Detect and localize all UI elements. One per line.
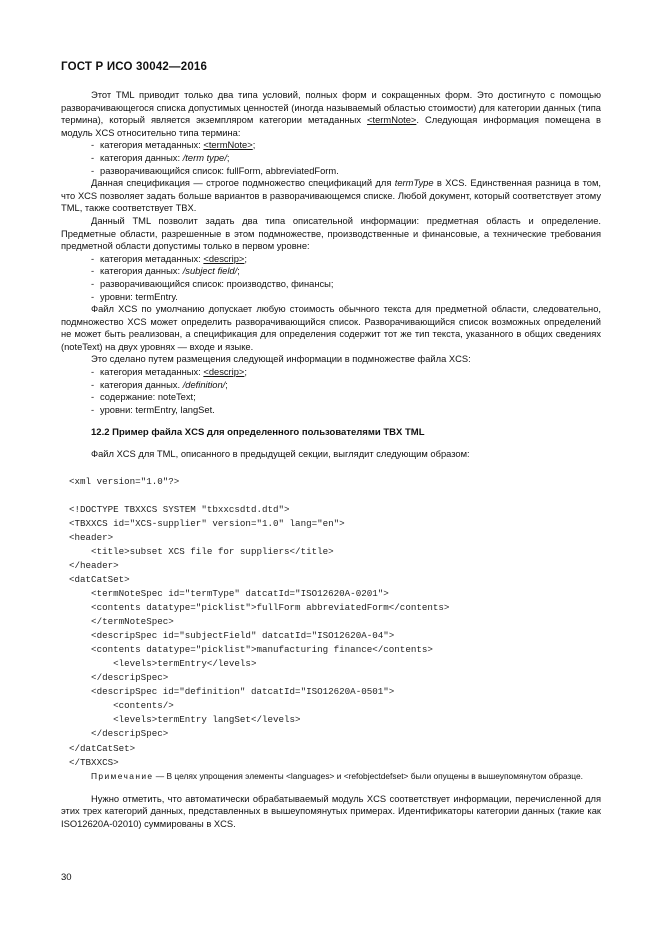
paragraph-2-text-a: Данная спецификация — строгое подмножество спецификаций для: [91, 178, 395, 189]
code-line: <termNoteSpec id="termType" datcatId="ISO12620A-0201">: [69, 588, 389, 599]
paragraph-7: Нужно отметить, что автоматически обрабатываемый модуль XCS соответствует информации, перечисленной для этих трех категорий данных, представленных в вышеупомянутых примерах. Идентификаторы категории данных (такие как ISO12620A-02010) суммированы в XCS.: [61, 793, 601, 829]
xcs-code-listing: [69, 475, 601, 770]
code-line: <descripSpec id="definition" datcatId="ISO12620A-0501">: [69, 686, 395, 698]
list-item-text: ;: [226, 152, 230, 163]
list-item-text: разворачивающийся список: fullForm, abbreviatedForm.: [100, 165, 339, 176]
paragraph-5: Это сделано путем размещения следующей информации в подмножестве файла XCS:: [91, 354, 471, 365]
list-subject-field: [61, 253, 601, 303]
code-line: </descripSpec>: [69, 728, 169, 740]
list-item-text: категория метаданных:: [100, 253, 204, 264]
paragraph-1-text-a: Этот TML приводит только два типа условий, полных форм и сокращенных форм. Это достигнуто с помощью разворачивающегося списка допустимых ценностей (иногда называемый областью стоимости) для категории данных (типа термина), который является экземпляром категории метаданных: [61, 90, 601, 126]
code-line: <contents datatype="picklist">manufacturing finance</contents>: [69, 644, 433, 656]
list-item-tag: <descrip>: [203, 253, 245, 264]
list-item: [61, 291, 601, 304]
list-item: [61, 278, 601, 291]
list-item: [61, 404, 601, 417]
list-item-text: категория данных:: [100, 152, 183, 163]
list-item-text: ;: [225, 379, 228, 390]
code-line: </TBXXCS>: [69, 756, 119, 768]
code-line: <!DOCTYPE TBXXCS SYSTEM "tbxxcsdtd.dtd">: [69, 503, 290, 515]
note: [61, 770, 601, 782]
code-line: </header>: [69, 559, 119, 571]
list-item-text: категория метаданных:: [100, 367, 204, 378]
paragraph-4: Файл XCS по умолчанию допускает любую стоимость обычного текста для предметной области, следовательно, подмножество XCS может определить разворачивающийся список. Разворачивающийся список возможных определений не может быть реализован, а спецификация для определения содержит тот же тип текста, указанного в общих сведениях (noteText) на двух уровнях — входе и языке.: [61, 304, 601, 352]
list-item: [61, 253, 601, 266]
list-item: [61, 391, 601, 404]
code-line: </descripSpec>: [69, 672, 169, 684]
code-line: </termNoteSpec>: [69, 616, 174, 628]
note-label: Примечание: [91, 770, 154, 781]
code-line: <TBXXCS id="XCS-supplier" version="1.0" lang="en">: [69, 517, 345, 529]
list-item-text: ;: [237, 266, 240, 277]
list-item: [61, 379, 601, 392]
list-item-text: разворачивающийся список: производство, финансы;: [100, 278, 334, 289]
document-body: [61, 89, 601, 830]
list-item-text: уровни: termEntry, langSet.: [100, 404, 215, 415]
list-item: [61, 152, 601, 165]
list-item: [61, 165, 601, 178]
code-line: <contents datatype="picklist">fullForm abbreviatedForm</contents>: [69, 602, 450, 614]
code-line: </datCatSet>: [69, 742, 136, 754]
termtype-italic: termType: [394, 178, 434, 189]
code-line: <descripSpec id="subjectField" datcatId="ISO12620A-04">: [69, 630, 395, 642]
list-termnote: [61, 139, 601, 177]
code-line: <header>: [69, 531, 114, 543]
note-text: — В целях упрощения элементы <languages> и <refobjectdefset> были опущены в вышеупомянутом образце.: [153, 770, 583, 781]
termnote-tag: <termNote>: [367, 115, 417, 126]
list-item-italic: /definition/: [182, 379, 226, 390]
paragraph-2-text-b: в XCS. Единственная разница в том, что XCS позволяет задать больше вариантов в разворачивающемся списке. Любой документ, который соответствует этому TML, также соответствует TBX.: [61, 178, 601, 214]
list-item-text: категория данных:: [100, 266, 183, 277]
list-item: [61, 366, 601, 379]
standard-header: ГОСТ Р ИСО 30042—2016: [61, 61, 208, 73]
list-item-italic: /term type/: [182, 152, 227, 163]
list-item-text: ;: [252, 140, 256, 151]
list-item-italic: /subject field/: [182, 266, 238, 277]
list-item-text: категория метаданных:: [100, 140, 204, 151]
paragraph-3: Данный TML позволит задать два типа описательной информации: предметная область и определение. Предметные области, разрешенные в этом подмножестве, производственные и финансовые, а технические требования предметной области допустимы только в первом уровне:: [61, 215, 601, 252]
list-item: [61, 139, 601, 152]
code-line: <title>subset XCS file for suppliers</title>: [69, 545, 334, 557]
paragraph-2: [61, 177, 601, 215]
list-item-text: ;: [244, 367, 248, 378]
code-line: <xml version="1.0"?>: [69, 475, 180, 487]
list-item-text: категория данных.: [100, 379, 183, 390]
code-line: <datCatSet>: [69, 573, 130, 585]
list-item-text: ;: [244, 253, 248, 264]
list-definition: [61, 366, 601, 416]
list-item-text: содержание: noteText;: [100, 392, 196, 403]
code-line: <contents/>: [69, 700, 174, 712]
page-number: 30: [61, 872, 72, 883]
list-item: [61, 265, 601, 278]
paragraph-1: [61, 89, 601, 139]
code-line: <levels>termEntry langSet</levels>: [69, 714, 301, 726]
paragraph-6: Файл XCS для TML, описанного в предыдущей секции, выглядит следующим образом:: [91, 449, 470, 460]
paragraph-1-text-b: . Следующая информация помещена в модуль XCS относительно типа термина:: [61, 115, 601, 138]
list-item-tag: <termNote>: [203, 140, 253, 151]
section-title: 12.2 Пример файла XCS для определенного пользователями TBX TML: [91, 427, 425, 439]
list-item-tag: <descrip>: [203, 367, 245, 378]
code-line: <levels>termEntry</levels>: [69, 658, 257, 670]
list-item-text: уровни: termEntry.: [100, 291, 178, 302]
